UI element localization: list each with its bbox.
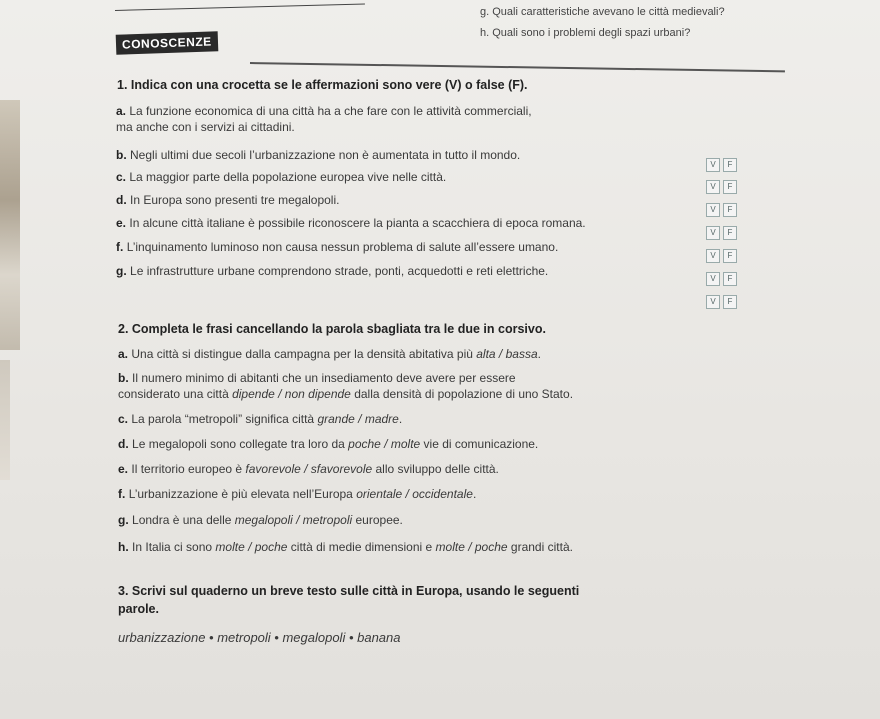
true-checkbox[interactable]: V xyxy=(706,226,720,240)
vf-e xyxy=(706,226,737,240)
ex2-item-b-cont xyxy=(118,387,573,401)
italic-choice[interactable]: megalopoli / metropoli xyxy=(234,513,353,527)
item-text: La parola “metropoli” significa città xyxy=(131,412,318,426)
ex2-item-b xyxy=(118,371,516,385)
item-text: Negli ultimi due secoli l’urbanizzazione non è aumentata in tutto il mondo. xyxy=(130,148,521,162)
item-label: e. xyxy=(118,462,129,476)
item-text-end: . xyxy=(537,347,541,361)
true-checkbox[interactable]: V xyxy=(706,249,720,263)
ex2-item-c xyxy=(118,412,402,426)
ex2-item-g xyxy=(118,513,403,527)
question-h-top: h. Quali sono i problemi degli spazi urbani? xyxy=(480,27,691,39)
item-text-end: allo sviluppo delle città. xyxy=(372,462,499,476)
item-text: Il numero minimo di abitanti che un insediamento deve avere per essere xyxy=(132,371,516,385)
italic-choice[interactable]: molte / poche xyxy=(215,540,288,554)
ex1-item-a xyxy=(116,104,532,118)
item-text: La funzione economica di una città ha a che fare con le attività commerciali, xyxy=(129,104,532,118)
true-checkbox[interactable]: V xyxy=(706,295,720,309)
italic-choice[interactable]: dipende / non dipende xyxy=(232,387,351,401)
false-checkbox[interactable]: F xyxy=(723,203,737,217)
item-label: b. xyxy=(118,371,129,385)
item-text: considerato una città xyxy=(118,387,233,401)
item-text: Le megalopoli sono collegate tra loro da xyxy=(132,437,349,451)
false-checkbox[interactable]: F xyxy=(723,249,737,263)
vf-h xyxy=(706,295,737,309)
vf-f xyxy=(706,249,737,263)
ex1-item-c xyxy=(116,170,446,184)
item-label: f. xyxy=(118,487,126,501)
item-text-end: . xyxy=(472,487,477,501)
false-checkbox[interactable]: F xyxy=(723,272,737,286)
item-label: c. xyxy=(116,170,127,184)
item-label: b. xyxy=(116,148,127,162)
item-text: Le infrastrutture urbane comprendono strade, ponti, acquedotti e reti elettriche. xyxy=(130,264,549,278)
section-rule xyxy=(250,62,785,72)
ex2-item-f xyxy=(118,487,476,501)
italic-choice[interactable]: favorevole / sfavorevole xyxy=(245,462,373,476)
italic-choice-2[interactable]: molte / poche xyxy=(435,540,508,554)
exercise-3-title: 3. Scrivi sul quaderno un breve testo sulle città in Europa, usando le seguenti xyxy=(118,584,580,598)
ex1-item-a-cont: ma anche con i servizi ai cittadini. xyxy=(116,120,295,134)
item-text: In Europa sono presenti tre megalopoli. xyxy=(130,193,340,207)
top-rule xyxy=(115,3,365,11)
item-label: g. xyxy=(116,264,127,278)
item-text-end: dalla densità di popolazione di uno Stato. xyxy=(350,387,574,401)
item-text-end: europee. xyxy=(352,513,403,527)
section-title: CONOSCENZE xyxy=(116,31,218,55)
false-checkbox[interactable]: F xyxy=(723,226,737,240)
true-checkbox[interactable]: V xyxy=(706,158,720,172)
item-label: a. xyxy=(116,104,127,118)
vf-d xyxy=(706,203,737,217)
item-text: In Italia ci sono xyxy=(132,540,216,554)
exercise-2-title: 2. Completa le frasi cancellando la parola sbagliata tra le due in corsivo. xyxy=(118,322,546,336)
item-text-end: . xyxy=(398,412,403,426)
italic-choice[interactable]: orientale / occidentale xyxy=(356,487,473,501)
true-checkbox[interactable]: V xyxy=(706,272,720,286)
italic-choice[interactable]: alta / bassa xyxy=(476,347,538,361)
item-text: Il territorio europeo è xyxy=(131,462,246,476)
item-text-end: grandi città. xyxy=(507,540,573,554)
false-checkbox[interactable]: F xyxy=(723,180,737,194)
item-label: g. xyxy=(118,513,129,527)
ex1-item-g xyxy=(116,264,548,278)
item-label: f. xyxy=(116,240,124,254)
false-checkbox[interactable]: F xyxy=(723,158,737,172)
vf-b xyxy=(706,158,737,172)
ex2-item-d xyxy=(118,437,538,451)
item-text: L’urbanizzazione è più elevata nell’Europa xyxy=(128,487,357,501)
ex2-item-e xyxy=(118,462,499,476)
item-text-mid: città di medie dimensioni e xyxy=(287,540,436,554)
ex1-item-f xyxy=(116,240,558,254)
photo-edge-lower xyxy=(0,360,10,480)
true-checkbox[interactable]: V xyxy=(706,180,720,194)
item-label: d. xyxy=(118,437,129,451)
ex1-item-e xyxy=(116,216,586,230)
ex2-item-h xyxy=(118,540,573,554)
photo-edge xyxy=(0,100,20,350)
ex1-item-b xyxy=(116,148,520,162)
item-label: e. xyxy=(116,216,127,230)
ex1-item-d xyxy=(116,193,339,207)
italic-choice[interactable]: grande / madre xyxy=(317,412,399,426)
item-text: In alcune città italiane è possibile riconoscere la pianta a scacchiera di epoca romana. xyxy=(129,216,586,230)
item-label: h. xyxy=(118,540,129,554)
item-label: a. xyxy=(118,347,129,361)
true-checkbox[interactable]: V xyxy=(706,203,720,217)
italic-choice[interactable]: poche / molte xyxy=(348,437,421,451)
exercise-1-title: 1. Indica con una crocetta se le affermazioni sono vere (V) o false (F). xyxy=(117,78,528,92)
item-label: c. xyxy=(118,412,129,426)
item-text: La maggior parte della popolazione europea vive nelle città. xyxy=(129,170,447,184)
item-text: L’inquinamento luminoso non causa nessun problema di salute all’essere umano. xyxy=(126,240,559,254)
item-label: d. xyxy=(116,193,127,207)
false-checkbox[interactable]: F xyxy=(723,295,737,309)
item-text-end: vie di comunicazione. xyxy=(420,437,539,451)
exercise-3-title-cont: parole. xyxy=(118,602,159,616)
exercise-3-words: urbanizzazione • metropoli • megalopoli • banana xyxy=(118,630,401,645)
vf-c xyxy=(706,180,737,194)
vf-g xyxy=(706,272,737,286)
ex2-item-a xyxy=(118,347,541,361)
item-text: Londra è una delle xyxy=(132,513,235,527)
question-g-top: g. Quali caratteristiche avevano le città medievali? xyxy=(480,6,725,18)
item-text: Una città si distingue dalla campagna per la densità abitativa più xyxy=(131,347,477,361)
